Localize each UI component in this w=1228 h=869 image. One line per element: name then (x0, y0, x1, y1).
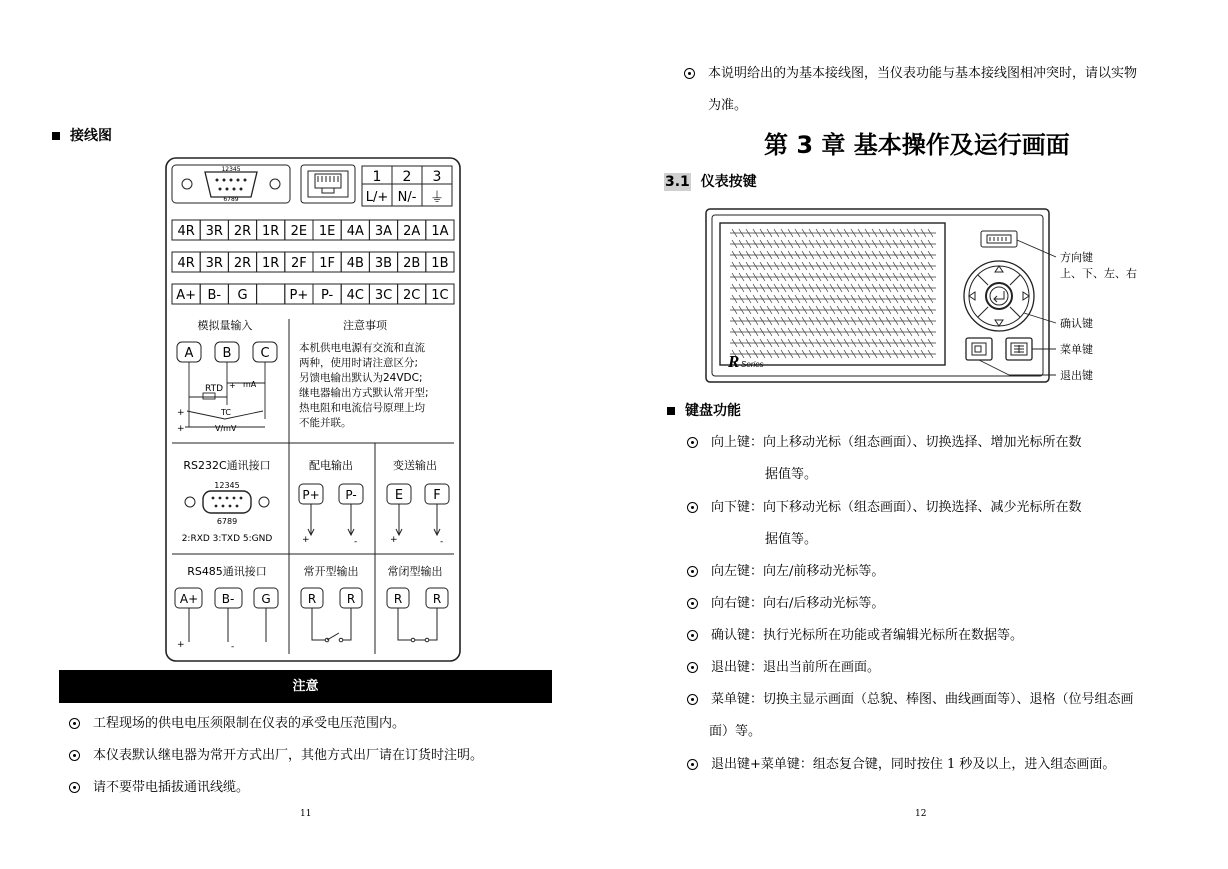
callout-exit-key: 退出键 (1060, 369, 1093, 382)
power-terminal-1: 1 (372, 169, 382, 185)
rs485-terminal-g: G (261, 592, 271, 606)
section-number: 3.1 (665, 174, 690, 190)
page-number-left: 11 (300, 809, 312, 819)
terminal-label: 1R (262, 224, 280, 239)
plus-sign: + (229, 381, 236, 390)
brand-logo: R (728, 352, 740, 371)
instrument-front-panel (704, 205, 1159, 388)
notes-line: 不能并联。 (299, 417, 352, 429)
terminal-label: 4R (177, 224, 195, 239)
ma-label: mA (243, 380, 257, 389)
analog-terminal-a: A (184, 346, 194, 361)
circle-bullet-icon (684, 68, 695, 79)
notice-item (69, 744, 483, 763)
key-function-text: 向左键：向左/前移动光标等。 (711, 564, 885, 579)
power-terminal-3: 3 (432, 169, 442, 185)
key-function-text: 向下键：向下移动光标（组态画面）、切换选择、减少光标所在数 (711, 500, 1082, 515)
circle-bullet-icon (687, 598, 698, 609)
power-l-label: L/+ (365, 190, 389, 205)
tc-label: TC (221, 408, 232, 417)
notice-item (69, 712, 405, 731)
notes-line: 另馈电输出默认为24VDC; (299, 372, 423, 384)
terminal-label: 4A (346, 224, 364, 239)
rs232-bottom-pins: 6789 (216, 517, 238, 526)
transmit-minus-sign: - (440, 537, 444, 547)
terminal-label: 1E (318, 224, 336, 239)
vmv-plus-sign: + (177, 424, 185, 434)
key-function-text-continued: 据值等。 (765, 532, 818, 547)
key-function-item (687, 431, 1082, 450)
key-function-item (687, 753, 1115, 772)
notice-item (69, 776, 249, 795)
circle-bullet-icon (687, 694, 698, 705)
key-function-item (687, 656, 880, 675)
notice-item-text: 本仪表默认继电器为常开方式出厂，其他方式出厂请在订货时注明。 (93, 748, 484, 763)
terminal-label: 3B (374, 256, 393, 271)
terminal-label: 1R (262, 256, 280, 271)
terminal-label: 4C (346, 288, 364, 303)
key-function-item (687, 688, 1134, 707)
rs485-terminal-b: B- (221, 592, 235, 606)
key-function-item (687, 496, 1082, 515)
db9-top-pin-numbers: 12345 (221, 166, 241, 173)
brand-series-label: Series (741, 360, 764, 369)
intro-note-line2: 为准。 (708, 98, 748, 113)
rtd-label: RTD (205, 384, 224, 394)
callout-direction-keys: 方向键 (1060, 251, 1093, 264)
intro-note-line1: 本说明给出的为基本接线图，当仪表功能与基本接线图相冲突时，请以实物 (708, 66, 1138, 81)
menu-glyph-icon (1014, 345, 1024, 353)
key-function-text: 退出键+菜单键：组态复合键，同时按住 1 秒及以上，进入组态画面。 (711, 757, 1116, 772)
terminal-label: 4B (346, 256, 364, 271)
section-heading (664, 171, 757, 191)
transmit-terminal-e: E (394, 488, 404, 503)
page-number-right: 12 (915, 809, 927, 819)
wiring-section-header (52, 125, 112, 145)
notice-banner (59, 670, 552, 703)
terminal-label: 2A (403, 224, 421, 239)
circle-bullet-icon (69, 718, 80, 729)
intro-note (684, 62, 1137, 81)
notes-title: 注意事项 (343, 319, 387, 332)
feed-plus-sign: + (302, 535, 310, 545)
terminal-label: 1C (431, 288, 449, 303)
callout-menu-key: 菜单键 (1060, 343, 1093, 356)
no-terminal-r1: R (307, 592, 317, 606)
db9-bottom-pin-numbers: 6789 (223, 196, 239, 203)
terminal-label: 2E (290, 224, 308, 239)
terminal-label: A+ (176, 288, 196, 303)
key-function-text: 确认键：执行光标所在功能或者编辑光标所在数据等。 (711, 628, 1024, 643)
notice-item-text: 工程现场的供电电压须限制在仪表的承受电压范围内。 (93, 716, 406, 731)
terminal-label: 3C (374, 288, 393, 303)
feed-terminal-p-minus: P- (345, 488, 357, 502)
circle-bullet-icon (687, 566, 698, 577)
rs485-minus-sign: - (231, 642, 235, 652)
power-terminal-2: 2 (402, 169, 412, 185)
terminal-label: 2R (233, 224, 252, 239)
rs485-terminal-a: A+ (179, 592, 199, 606)
notes-line: 两种，使用时请注意区分; (299, 357, 419, 369)
terminal-label: G (237, 288, 248, 303)
terminal-rows (172, 220, 454, 304)
analog-input-title: 模拟量输入 (197, 319, 253, 332)
notes-line: 继电器输出方式默认常开型; (299, 387, 429, 399)
rs485-title: RS485通讯接口 (187, 565, 267, 578)
callout-direction-sub: 上、下、左、右 (1060, 267, 1137, 280)
key-function-text-continued: 据值等。 (765, 467, 818, 482)
section-title: 仪表按键 (700, 174, 757, 190)
transmit-plus-sign: + (390, 535, 398, 545)
analog-terminal-c: C (260, 346, 270, 361)
nc-terminal-r1: R (393, 592, 403, 606)
terminal-label: 3A (374, 224, 393, 239)
circle-bullet-icon (69, 782, 80, 793)
keyboard-section-header (667, 400, 741, 420)
square-bullet-icon (52, 132, 60, 140)
circle-bullet-icon (687, 759, 698, 770)
key-function-text: 菜单键：切换主显示画面（总貌、棒图、曲线画面等）、退格（位号组态画 (711, 692, 1134, 707)
callout-confirm-key: 确认键 (1060, 317, 1093, 330)
ground-icon: ⏚ (430, 190, 444, 206)
terminal-label: 4R (177, 256, 195, 271)
terminal-label: B- (207, 288, 222, 303)
feed-output-title: 配电输出 (309, 459, 353, 472)
rs485-plus-sign: + (177, 640, 185, 650)
terminal-label: 2R (233, 256, 252, 271)
terminal-label: 2F (291, 256, 307, 271)
rs232-title: RS232C通讯接口 (183, 459, 271, 472)
normally-closed-title: 常闭型输出 (387, 565, 443, 578)
circle-bullet-icon (69, 750, 80, 761)
terminal-label: P- (320, 288, 334, 303)
tc-plus-sign: + (177, 408, 185, 418)
transmit-output-title: 变送输出 (393, 459, 437, 472)
key-function-text-continued: 面）等。 (709, 724, 762, 739)
wiring-diagram (165, 157, 461, 663)
analog-terminal-b: B (222, 346, 232, 361)
circle-bullet-icon (687, 662, 698, 673)
nc-terminal-r2: R (432, 592, 442, 606)
key-function-text: 向右键：向右/后移动光标等。 (711, 596, 885, 611)
terminal-label: 1F (319, 256, 335, 271)
terminal-label: 2C (403, 288, 421, 303)
keyboard-section-title: 键盘功能 (685, 403, 741, 419)
key-function-text: 退出键：退出当前所在画面。 (711, 660, 881, 675)
transmit-terminal-f: F (433, 488, 441, 503)
notes-line: 热电阻和电流信号原理上均 (299, 402, 425, 414)
rs232-pin-legend: 2:RXD 3:TXD 5:GND (181, 534, 273, 544)
notice-title: 注意 (292, 679, 319, 694)
terminal-label: 1B (431, 256, 449, 271)
rs232-top-pins: 12345 (214, 481, 240, 490)
terminal-label: P+ (289, 288, 309, 303)
power-n-label: N/- (397, 190, 417, 205)
key-function-item (687, 560, 884, 579)
terminal-label: 3R (205, 256, 223, 271)
square-bullet-icon (667, 407, 675, 415)
feed-minus-sign: - (354, 537, 358, 547)
no-terminal-r2: R (346, 592, 356, 606)
key-function-text: 向上键：向上移动光标（组态画面）、切换选择、增加光标所在数 (711, 435, 1082, 450)
vmv-label: V/mV (215, 424, 237, 433)
terminal-label: 3R (205, 224, 223, 239)
notes-line: 本机供电电源有交流和直流 (299, 342, 425, 354)
key-function-item (687, 624, 1023, 643)
terminal-label: 2B (403, 256, 421, 271)
key-function-item (687, 592, 884, 611)
terminal-label: 1A (431, 224, 449, 239)
normally-open-title: 常开型输出 (303, 565, 359, 578)
wiring-section-title: 接线图 (70, 128, 112, 144)
chapter-title: 第 3 章 基本操作及运行画面 (764, 131, 1070, 159)
circle-bullet-icon (687, 437, 698, 448)
circle-bullet-icon (687, 502, 698, 513)
feed-terminal-p-plus: P+ (302, 488, 320, 502)
circle-bullet-icon (687, 630, 698, 641)
notice-item-text: 请不要带电插拔通讯线缆。 (93, 780, 250, 795)
